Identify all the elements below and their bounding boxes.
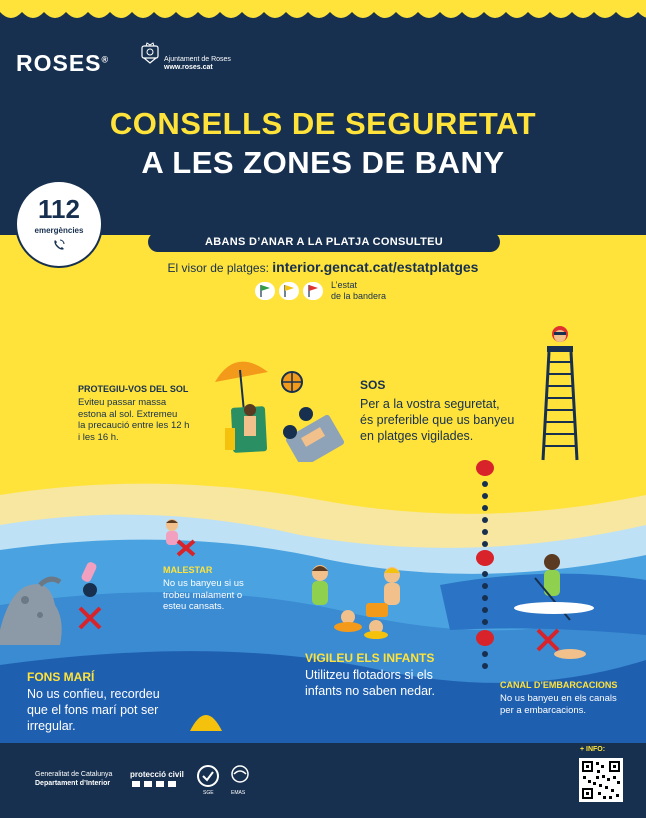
fons-mari-text: No us confieu, recordeu que el fons marí pot ser irregular.: [27, 687, 160, 733]
generalitat-logo: Generalitat de Catalunya Departament d’Interior: [35, 771, 113, 787]
title-line-2: A LES ZONES DE BANY: [141, 145, 505, 180]
qr-code-icon[interactable]: [579, 758, 623, 802]
sge-certification-icon: [196, 764, 220, 788]
sun-text: Eviteu passar massa estona al sol. Extremeu la precaució entre les 12 h i les 16 h.: [78, 397, 190, 443]
emergency-label: emergències: [34, 226, 84, 235]
proteccio-civil-mark-icon: [132, 781, 182, 787]
more-info-label: + INFO:: [580, 746, 606, 753]
paddle-boarder-illustration: [510, 550, 600, 665]
emas-certification-icon: [230, 764, 250, 788]
canal-text: No us banyeu en els canals per a embarcacions.: [500, 693, 617, 716]
sun-heading: PROTEGIU-VOS DEL SOL: [78, 384, 189, 394]
lifeguard-tower-illustration: [535, 322, 585, 462]
consult-banner: ABANS D’ANAR A LA PLATJA CONSULTEU: [148, 232, 500, 252]
sos-text: Per a la vostra seguretat, és preferible que us banyeu en platges vigilades.: [360, 397, 515, 443]
malestar-heading: MALESTAR: [163, 565, 213, 575]
ajuntament-crest-icon: [140, 42, 160, 64]
buoy-line-illustration: [470, 458, 500, 743]
proteccio-civil-logo: protecció civil: [130, 770, 184, 779]
visor-label: El visor de platges:: [167, 261, 269, 275]
roses-logo: ROSES®: [16, 50, 110, 76]
infants-heading: VIGILEU ELS INFANTS: [305, 651, 435, 665]
phone-icon: [52, 238, 66, 252]
emergency-badge: [15, 180, 103, 268]
fons-mari-heading: FONS MARÍ: [27, 670, 95, 684]
emergency-number: 112: [38, 194, 80, 224]
children-with-floats-illustration: [300, 555, 415, 640]
diving-person-illustration: [60, 560, 110, 640]
sick-swimmer-illustration: [160, 515, 200, 557]
emas-label: EMAS: [231, 790, 246, 796]
flag-status-label: L’estat de la bandera: [331, 280, 387, 301]
ajuntament-label: Ajuntament de Roses www.roses.cat: [164, 56, 231, 71]
visor-line: [0, 259, 646, 275]
visor-link[interactable]: interior.gencat.cat/estatplatges: [272, 259, 479, 275]
header-scallop-edge: [0, 0, 646, 24]
infants-text: Utilitzeu flotadors si els infants no saben nedar.: [305, 668, 435, 698]
sos-heading: SOS: [360, 378, 386, 392]
title-line-1: CONSELLS DE SEGURETAT: [109, 106, 537, 141]
canal-heading: CANAL D’EMBARCACIONS: [500, 680, 618, 690]
sunbathers-umbrella-illustration: [210, 352, 350, 462]
beach-flags-icon: [255, 280, 325, 302]
malestar-text: No us banyeu si us trobeu malament o esteu cansats.: [163, 578, 244, 612]
sge-label: SGE: [203, 790, 214, 796]
